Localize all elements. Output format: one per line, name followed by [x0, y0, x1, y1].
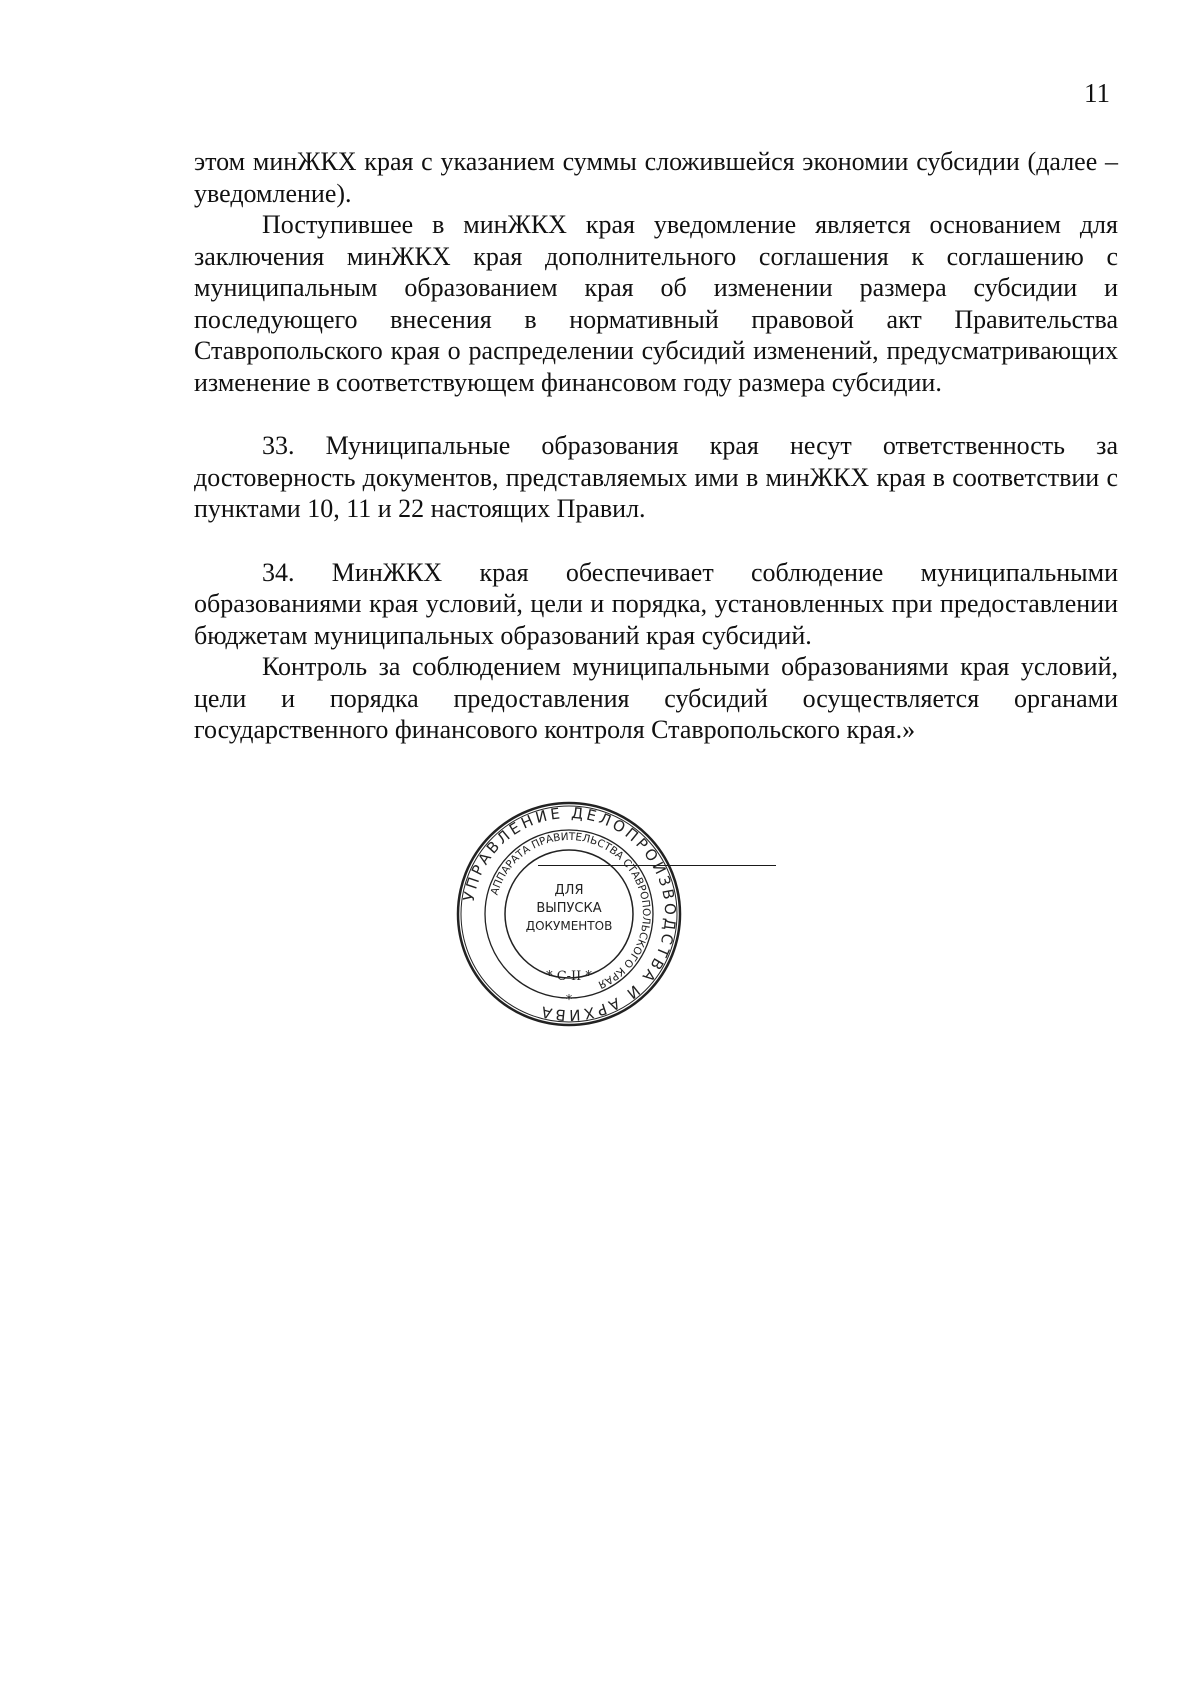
- stamp-bottom-star: *: [565, 993, 573, 1008]
- stamp-inner-text: АППАРАТА ПРАВИТЕЛЬСТВА СТАВРОПОЛЬСКОГО КРАЯ: [488, 830, 653, 991]
- paragraph-control: Контроль за соблюдением муниципальными образованиями края условий, цели и порядка предоставления субсидий осуществляется органами государственного финансового контроля Ставропольского края.»: [194, 652, 1118, 744]
- page-number: 11: [1084, 78, 1110, 108]
- stamp-outer-text: УПРАВЛЕНИЕ ДЕЛОПРОИЗВОДСТВА И АРХИВА: [459, 803, 680, 1025]
- paragraph-clause-34: 34. МинЖКХ края обеспечивает соблюдение муниципальными образованиями края условий, цели и порядка, установленных при предоставлении бюджетам муниципальных образований края субсидий.: [194, 557, 1118, 650]
- document-body: [194, 146, 1118, 746]
- paragraph-continuation: этом минЖКХ края с указанием суммы сложившейся экономии субсидии (далее – уведомление).: [194, 147, 1118, 208]
- paragraph-notification: Поступившее в минЖКХ края уведомление является основанием для заключения минЖКХ края дополнительного соглашения к соглашению с муниципальным образованием края об изменении размера субсидии и последующего внесения в нормативный правовой акт Правительства Ставропольского края о распределении субсидий изменений, предусматривающих изменение в соответствующем финансовом году размера субсидии.: [194, 210, 1118, 397]
- official-stamp: [455, 800, 683, 1028]
- stamp-code: * С-II *: [546, 969, 592, 984]
- paragraph-clause-33: 33. Муниципальные образования края несут ответственность за достоверность документов, представляемых ими в минЖКХ края в соответствии с пунктами 10, 11 и 22 настоящих Правил.: [194, 431, 1118, 523]
- signature-line: [538, 865, 776, 866]
- stamp-center-line-1: ДЛЯ: [554, 883, 584, 898]
- stamp-center-line-2: ВЫПУСКА: [536, 901, 602, 916]
- stamp-center-line-3: ДОКУМЕНТОВ: [525, 919, 613, 933]
